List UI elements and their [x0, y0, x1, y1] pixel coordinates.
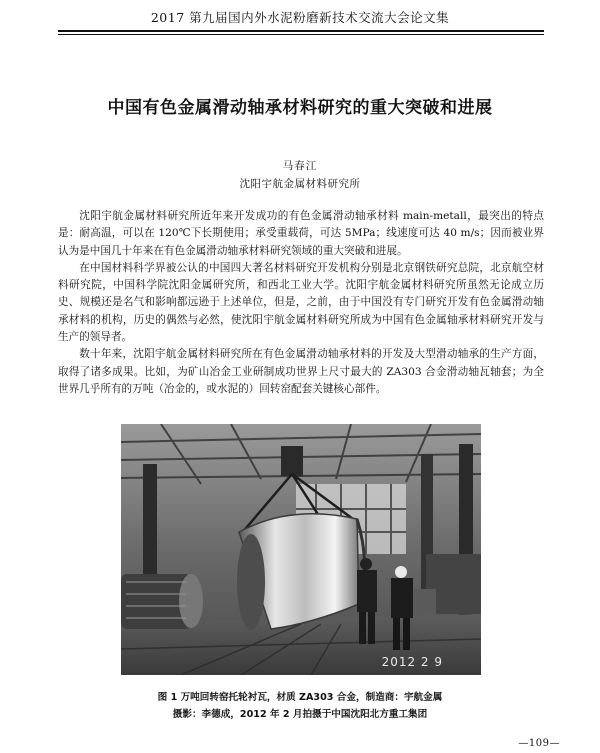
paragraph-3: 数十年来，沈阳宇航金属材料研究所在有色金属滑动轴承材料的开发及大型滑动轴承的生产方面，取得了诸多成果。比如，为矿山冶金工业研制成功世界上尺寸最大的 ZA303 合金滑动轴瓦轴套；为全世界几乎所有的万吨（冶金的，或水泥的）回转窑配套关键核心部件。: [58, 348, 544, 395]
caption-line-1: 图 1 万吨回转窑托轮衬瓦，材质 ZA303 合金，制造商：宇航金属: [157, 692, 443, 703]
paragraph-2: 在中国材料科学界被公认的中国四大著名材料研究开发机构分别是北京钢铁研究总院，北京航空材料研究院，中国科学院沈阳金属研究所，和西北工业大学。沈阳宇航金属材料研究所虽然无论成立历史、规模还是名气和影响都远逊于上述单位，但是，之前，由于中国没有专门研究开发有色金属滑动轴承材料的机构，历史的偶然与必然，使沈阳宇航金属材料研究所成为中国有色金属轴承材料研究开发与生产的领导者。: [58, 261, 544, 344]
page-number: —109—: [518, 738, 560, 749]
author-affiliation: 沈阳宇航金属材料研究所: [239, 178, 361, 190]
header-rule-thick: [58, 30, 544, 32]
author-name: 马春江: [282, 160, 318, 172]
caption-line-2: 摄影：李德成，2012 年 2 月拍摄于中国沈阳北方重工集团: [172, 709, 428, 720]
photo-illustration: [121, 424, 481, 675]
figure-caption: [60, 689, 540, 723]
photo-date-stamp: 2012 2 9: [381, 655, 443, 669]
running-header: 2017 第九届国内外水泥粉磨新技术交流大会论文集: [150, 10, 450, 25]
header-rule-thin: [58, 34, 544, 35]
factory-photo: [121, 424, 481, 675]
article-body: [58, 208, 544, 398]
paragraph-1: 沈阳宇航金属材料研究所近年来开发成功的有色金属滑动轴承材料 main-metall，最突出的特点是：耐高温，可以在 120℃下长期使用；承受重载荷，可达 5MPa；线速度可达 40 m/s；因而被业界认为是中国几十年来在有色金属滑动轴承材料研究领域的重大突破和进展。: [58, 210, 544, 257]
article-title: 中国有色金属滑动轴承材料研究的重大突破和进展: [107, 98, 493, 118]
